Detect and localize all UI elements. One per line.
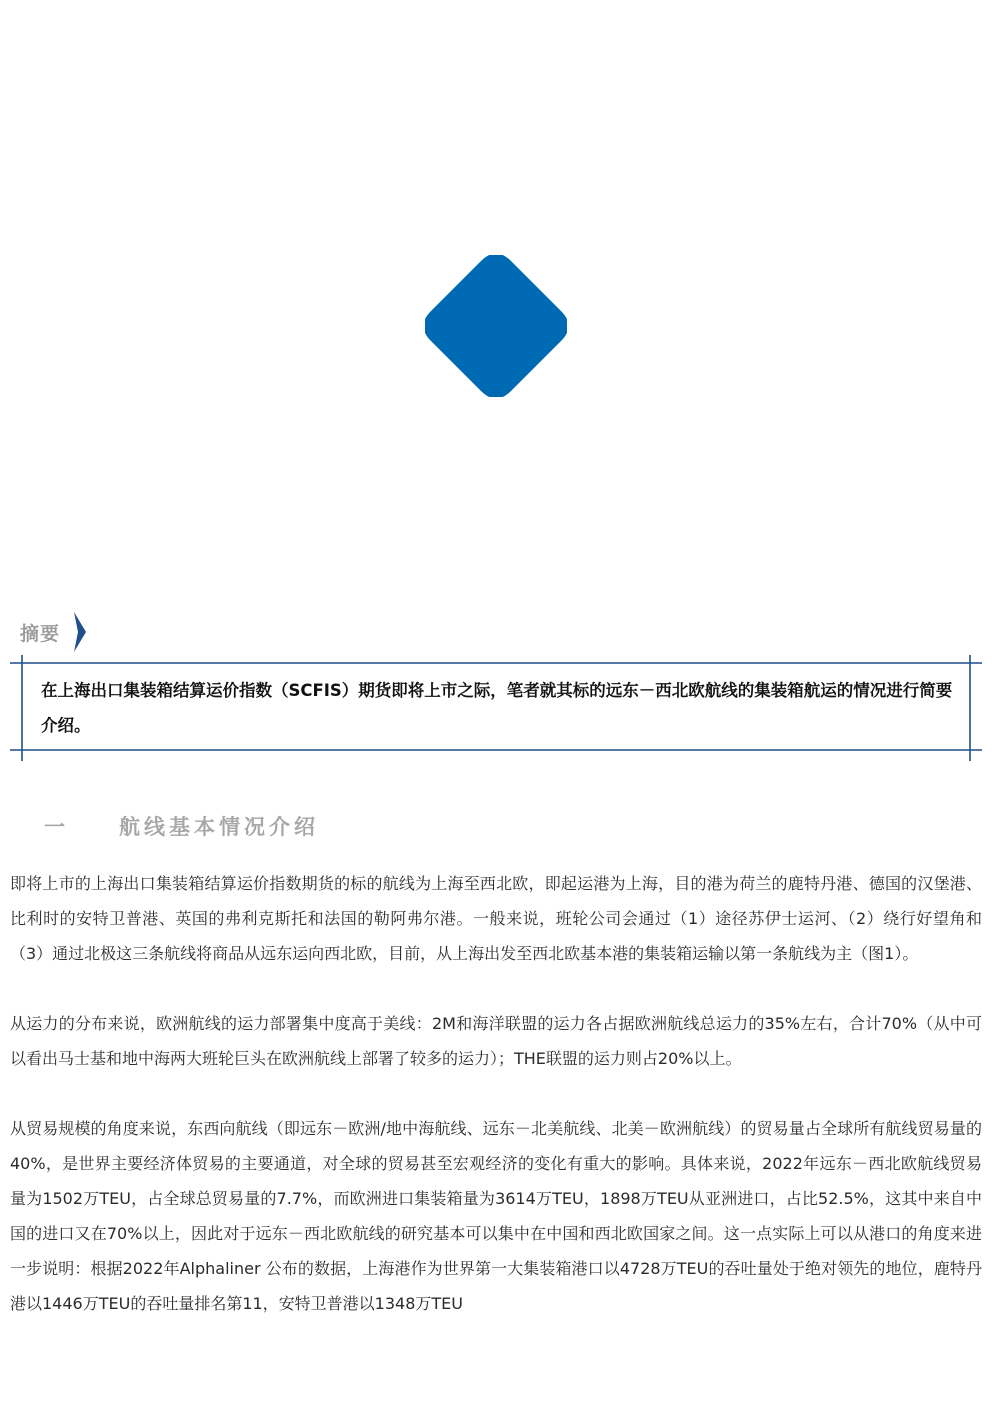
abstract-box (10, 655, 982, 761)
section-heading (44, 806, 319, 846)
section-title: 航线基本情况介绍 (119, 815, 319, 839)
chevron-right-icon (74, 612, 86, 652)
section-number: 一 (44, 815, 65, 839)
abstract-label: 摘要 (20, 622, 61, 645)
abstract-text: 在上海出口集装箱结算运价指数（SCFIS）期货即将上市之际，笔者就其标的远东－西北欧航线的集装箱航运的情况进行简要介绍。 (41, 681, 953, 735)
paragraph: 从贸易规模的角度来说，东西向航线（即远东－欧洲/地中海航线、远东－北美航线、北美－欧洲航线）的贸易量占全球所有航线贸易量的40%，是世界主要经济体贸易的主要通道，对全球的贸易甚至宏观经济的变化有重大的影响。具体来说，2022年远东－西北欧航线贸易量为1502万TEU，占全球总贸易量的7.7%，而欧洲进口集装箱量为3614万TEU，1898万TEU从亚洲进口，占比52.5%，这其中来自中国的进口又在70%以上，因此对于远东－西北欧航线的研究基本可以集中在中国和西北欧国家之间。这一点实际上可以从港口的角度来进一步说明：根据2022年Alphaliner 公布的数据，上海港作为世界第一大集装箱港口以4728万TEU的吞吐量处于绝对领先的地位，鹿特丹港以1446万TEU的吞吐量排名第11，安特卫普港以1348万TEU (10, 1119, 982, 1313)
abstract-header (20, 612, 86, 652)
paragraph: 即将上市的上海出口集装箱结算运价指数期货的标的航线为上海至西北欧，即起运港为上海，目的港为荷兰的鹿特丹港、德国的汉堡港、比利时的安特卫普港、英国的弗利克斯托和法国的勒阿弗尔港。一般来说，班轮公司会通过（1）途径苏伊士运河、（2）绕行好望角和（3）通过北极这三条航线将商品从远东运向西北欧，目前，从上海出发至西北欧基本港的集装箱运输以第一条航线为主（图1）。 (10, 874, 982, 963)
paragraph: 从运力的分布来说，欧洲航线的运力部署集中度高于美线：2M和海洋联盟的运力各占据欧洲航线总运力的35%左右，合计70%（从中可以看出马士基和地中海两大班轮巨头在欧洲航线上部署了较多的运力）；THE联盟的运力则占20%以上。 (10, 1014, 982, 1068)
body-text (10, 866, 982, 1356)
blue-diamond-logo-icon (425, 255, 567, 397)
